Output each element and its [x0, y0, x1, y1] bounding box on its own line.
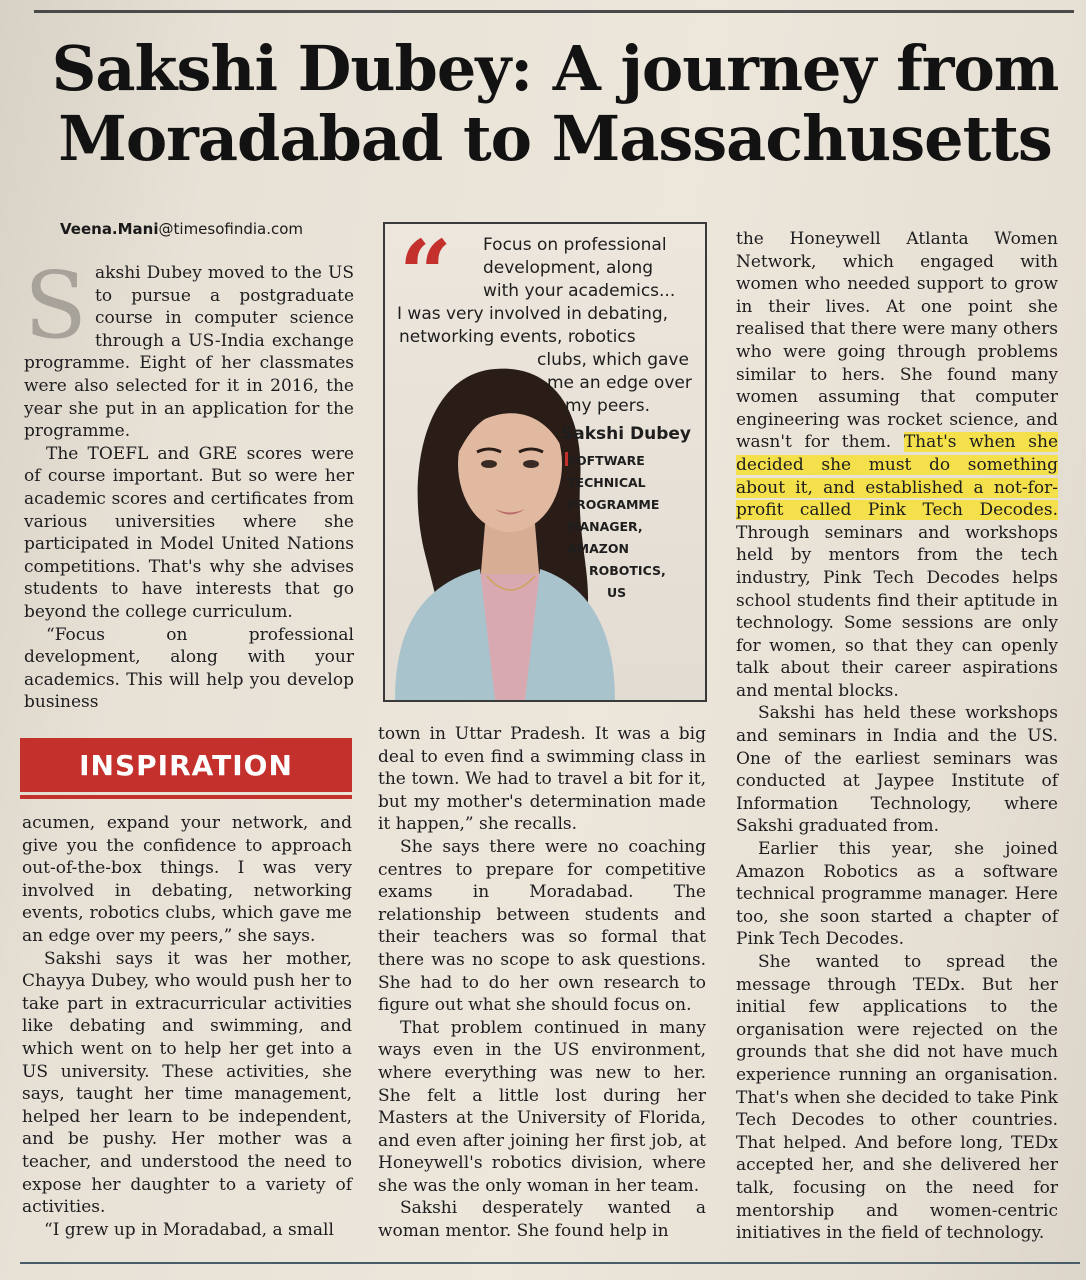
pullquote-box	[383, 222, 707, 702]
quote-line: me an edge over	[547, 373, 692, 393]
paragraph: town in Uttar Pradesh. It was a big deal to even find a swimming class in the town. We had to travel a bit for it, but my mother's determination made it happen,” she recalls.	[378, 724, 706, 835]
paragraph: Sakshi has held these workshops and seminars in India and the US. One of the earliest seminars was conducted at Jaypee Institute of Information Technology, where Sakshi graduated from.	[736, 703, 1058, 837]
quote-line: my peers.	[565, 396, 650, 416]
paragraph: That problem continued in many ways even in the US environment, where everything was new to her. She felt a little lost during her Masters at the University of Florida, and even after joining her first job, at Honeywell's robotics division, where she was the only woman in her team.	[378, 1017, 706, 1196]
quote-line: development, along	[483, 258, 654, 278]
quote-line: Focus on professional	[483, 235, 667, 255]
paragraph: Earlier this year, she joined Amazon Robotics as a software technical programme manager. Here too, she soon started a chapter of Pink Tech Decodes.	[736, 839, 1058, 950]
quote-attribution-name: Sakshi Dubey	[561, 424, 691, 444]
drop-cap: S	[24, 252, 88, 359]
column-1-bottom	[22, 812, 352, 1241]
paragraph: acumen, expand your network, and give you the confidence to approach out-of-the-box things. I was very involved in debating, networking events, robotics clubs, which gave me an edge over my peers,” she says.	[22, 813, 352, 946]
quote-attribution-role: SOFTWARE TECHNICAL PROGRAMME MANAGER, AMAZON ROBOTICS, US	[567, 453, 666, 600]
column-3	[736, 228, 1058, 1245]
quote-line: networking events, robotics	[399, 327, 636, 347]
quote-line: with your academics...	[483, 281, 676, 301]
byline-user: Veena.Mani	[60, 220, 159, 238]
headline: Sakshi Dubey: A journey from Moradabad to Massachusetts	[51, 32, 1059, 175]
paragraph: She wanted to spread the message through TEDx. But her initial few applications to the organisation were rejected on the grounds that she did not have much experience running an organisation. That's when she decided to take Pink Tech Decodes to other countries. That helped. And before long, TEDx accepted her, and she delivered her talk, focusing on the need for mentorship and women-centric initiatives in the field of technology.	[736, 952, 1058, 1244]
section-tag-underline	[20, 795, 352, 799]
paragraph: “Focus on professional development, along with your academics. This will help you develop business	[24, 624, 354, 713]
quote-mark: “	[399, 222, 452, 328]
section-tag: INSPIRATION	[20, 738, 352, 792]
byline	[60, 220, 380, 238]
highlighted-text: That's when she decided she must do something about it, and established a not-for-profit called Pink Tech Decodes.	[736, 432, 1059, 521]
top-rule	[34, 10, 1074, 13]
column-1-top	[24, 252, 354, 714]
bottom-rule	[20, 1262, 1080, 1264]
paragraph: Sakshi Dubey moved to the US to pursue a postgraduate course in computer science through a US-India exchange programme. Eight of her classmates were also selected for it in 2016, the year she put in an application for the programme.	[24, 252, 354, 442]
paragraph: Sakshi says it was her mother, Chayya Dubey, who would push her to take part in extracurricular activities like debating and swimming, and which went on to help her get into a US university. These activities, she says, taught her time management, helped her learn to be independent, and be pushy. Her mother was a teacher, and understood the need to expose her daughter to a variety of activities.	[22, 948, 352, 1218]
paragraph: Sakshi desperately wanted a woman mentor. She found help in	[378, 1198, 706, 1242]
column-2	[378, 723, 706, 1243]
paragraph: She says there were no coaching centres to prepare for competitive exams in Moradabad. The relationship between students and their teachers was so formal that there was no scope to ask questions. She had to do her own research to figure out what she should focus on.	[378, 836, 706, 1016]
paragraph: “I grew up in Moradabad, a small	[44, 1219, 334, 1240]
paragraph: the Honeywell Atlanta Women Network, which engaged with women who needed support to grow in their lives. At one point she realised that there were many others who were going through problems similar to hers. She found many women assuming that computer engineering was rocket science, and wasn't for them. That's when she decided she must do something about it, and established a not-for-profit called Pink Tech Decodes. Through seminars and workshops held by mentors from the tech industry, Pink Tech Decodes helps school students find their aptitude in technology. Some sessions are only for women, so that they can openly talk about their career aspirations and mental blocks.	[736, 229, 1059, 701]
quote-line: I was very involved in debating,	[397, 304, 669, 324]
quote-line: clubs, which gave	[537, 350, 689, 370]
byline-domain: @timesofindia.com	[158, 220, 304, 238]
paragraph: The TOEFL and GRE scores were of course important. But so were her academic scores and certificates from various universities where she participated in Model United Nations competitions. That's why she advises students to have interests that go beyond the college curriculum.	[24, 443, 354, 622]
pullquote-text	[395, 234, 695, 418]
